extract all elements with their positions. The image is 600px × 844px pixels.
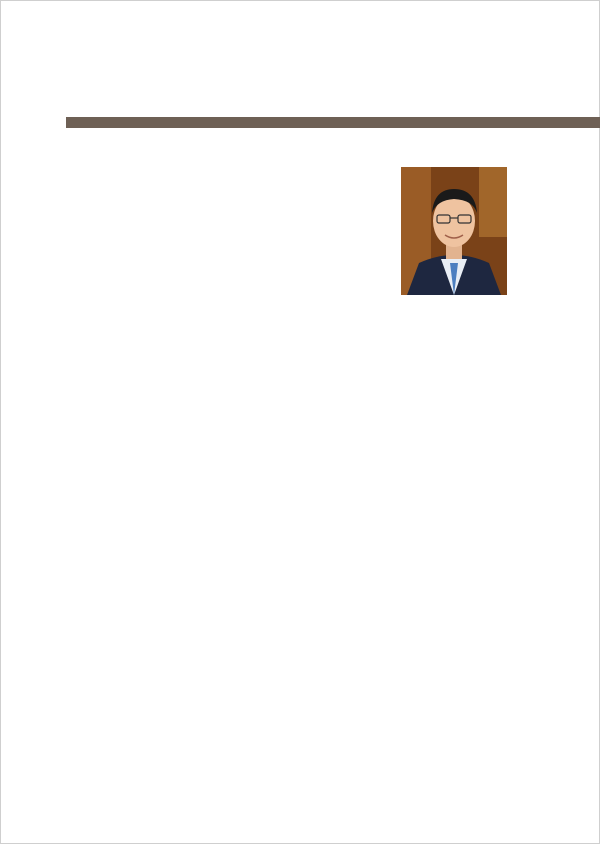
portrait-illustration (401, 167, 507, 295)
decorative-dot-row (66, 68, 266, 78)
section-header (78, 86, 84, 116)
decorative-band (66, 117, 600, 128)
speech-body (82, 322, 518, 333)
signer-portrait-photo (401, 167, 507, 295)
